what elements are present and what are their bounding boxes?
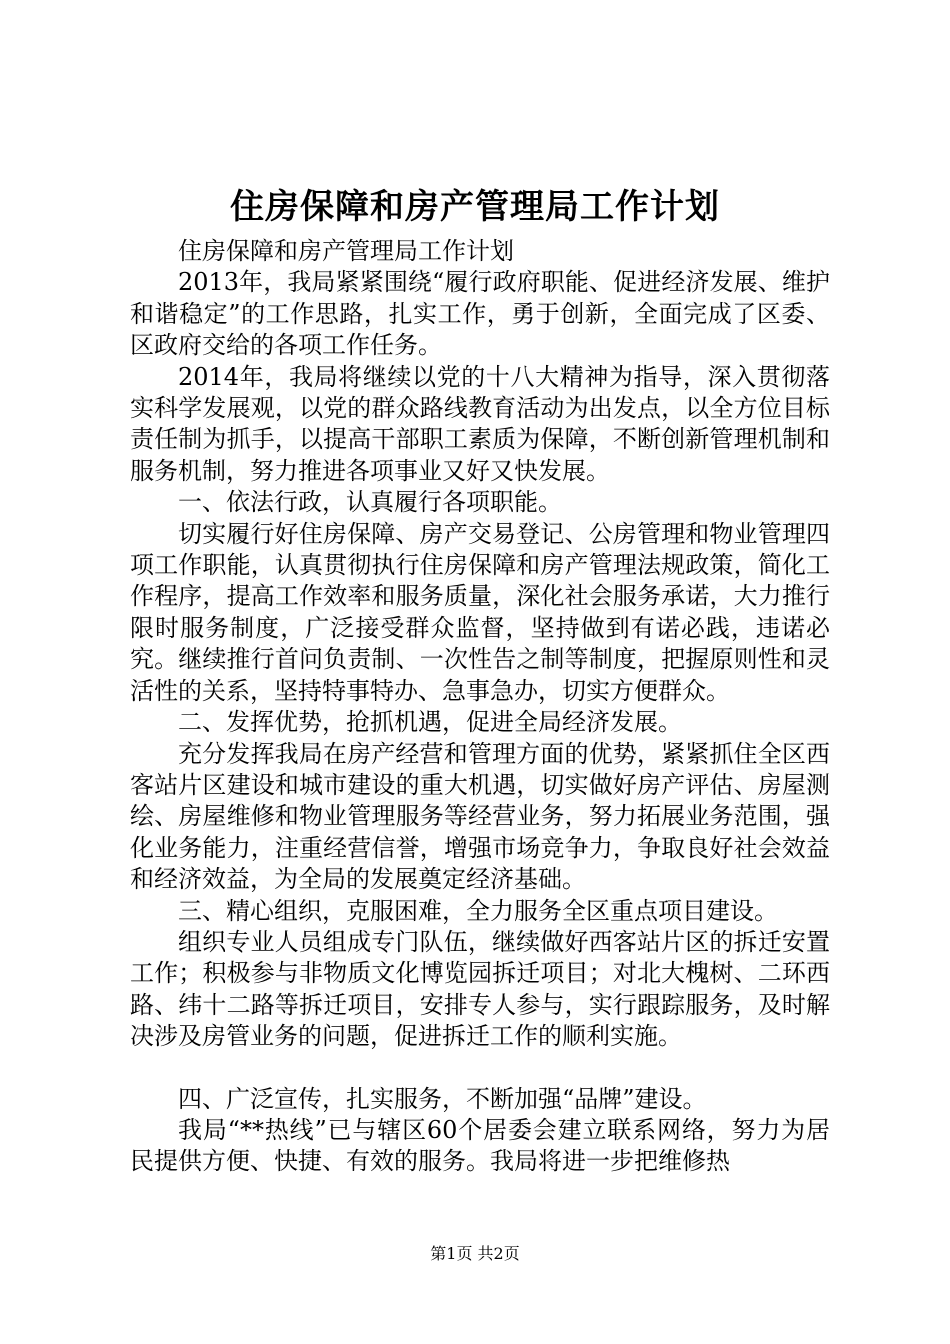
- page-footer: 第1页 共2页: [430, 1244, 520, 1263]
- paragraph-section-2: 充分发挥我局在房产经营和管理方面的优势，紧紧抓住全区西客站片区建设和城市建设的重大机遇，切实做好房产评估、房屋测绘、房屋维修和物业管理服务等经营业务，努力拓展业务范围，强化业务能力，注重经营信誉，增强市场竞争力，争取良好社会效益和经济效益，为全局的发展奠定经济基础。: [130, 739, 830, 894]
- document-title: 住房保障和房产管理局工作计划: [230, 187, 720, 227]
- paragraph-section-4: 我局“**热线”已与辖区60个居委会建立联系网络，努力为居民提供方便、快捷、有效的服务。我局将进一步把维修热: [130, 1115, 830, 1176]
- paragraph-section-1: 切实履行好住房保障、房产交易登记、公房管理和物业管理四项工作职能，认真贯彻执行住房保障和房产管理法规政策，简化工作程序，提高工作效率和服务质量，深化社会服务承诺，大力推行限时服务制度，广泛接受群众监督，坚持做到有诺必践，违诺必究。继续推行首问负责制、一次性告之制等制度，把握原则性和灵活性的关系，坚持特事特办、急事急办，切实方便群众。: [130, 519, 830, 705]
- paragraph-2014-plan: 2014年，我局将继续以党的十八大精神为指导，深入贯彻落实科学发展观，以党的群众路线教育活动为出发点，以全方位目标责任制为抓手，以提高干部职工素质为保障，不断创新管理机制和服务机制，努力推进各项事业又好又快发展。: [130, 362, 830, 485]
- paragraph-subtitle: 住房保障和房产管理局工作计划: [178, 237, 514, 265]
- document-body: [130, 236, 830, 1178]
- section-heading-2: 二、发挥优势，抢抓机遇，促进全局经济发展。: [178, 708, 682, 737]
- section-heading-3: 三、精心组织，克服困难，全力服务全区重点项目建设。: [178, 896, 778, 925]
- section-heading-4: 四、广泛宣传，扎实服务，不断加强“品牌”建设。: [178, 1084, 707, 1113]
- paragraph-section-3: 组织专业人员组成专门队伍，继续做好西客站片区的拆迁安置工作；积极参与非物质文化博览园拆迁项目；对北大槐树、二环西路、纬十二路等拆迁项目，安排专人参与，实行跟踪服务，及时解决涉及房管业务的问题，促进拆迁工作的顺利实施。: [130, 927, 830, 1051]
- section-heading-1: 一、依法行政，认真履行各项职能。: [178, 488, 562, 517]
- paragraph-2013-summary: 2013年，我局紧紧围绕“履行政府职能、促进经济发展、维护和谐稳定”的工作思路，扎实工作，勇于创新，全面完成了区委、区政府交给的各项工作任务。: [130, 268, 830, 360]
